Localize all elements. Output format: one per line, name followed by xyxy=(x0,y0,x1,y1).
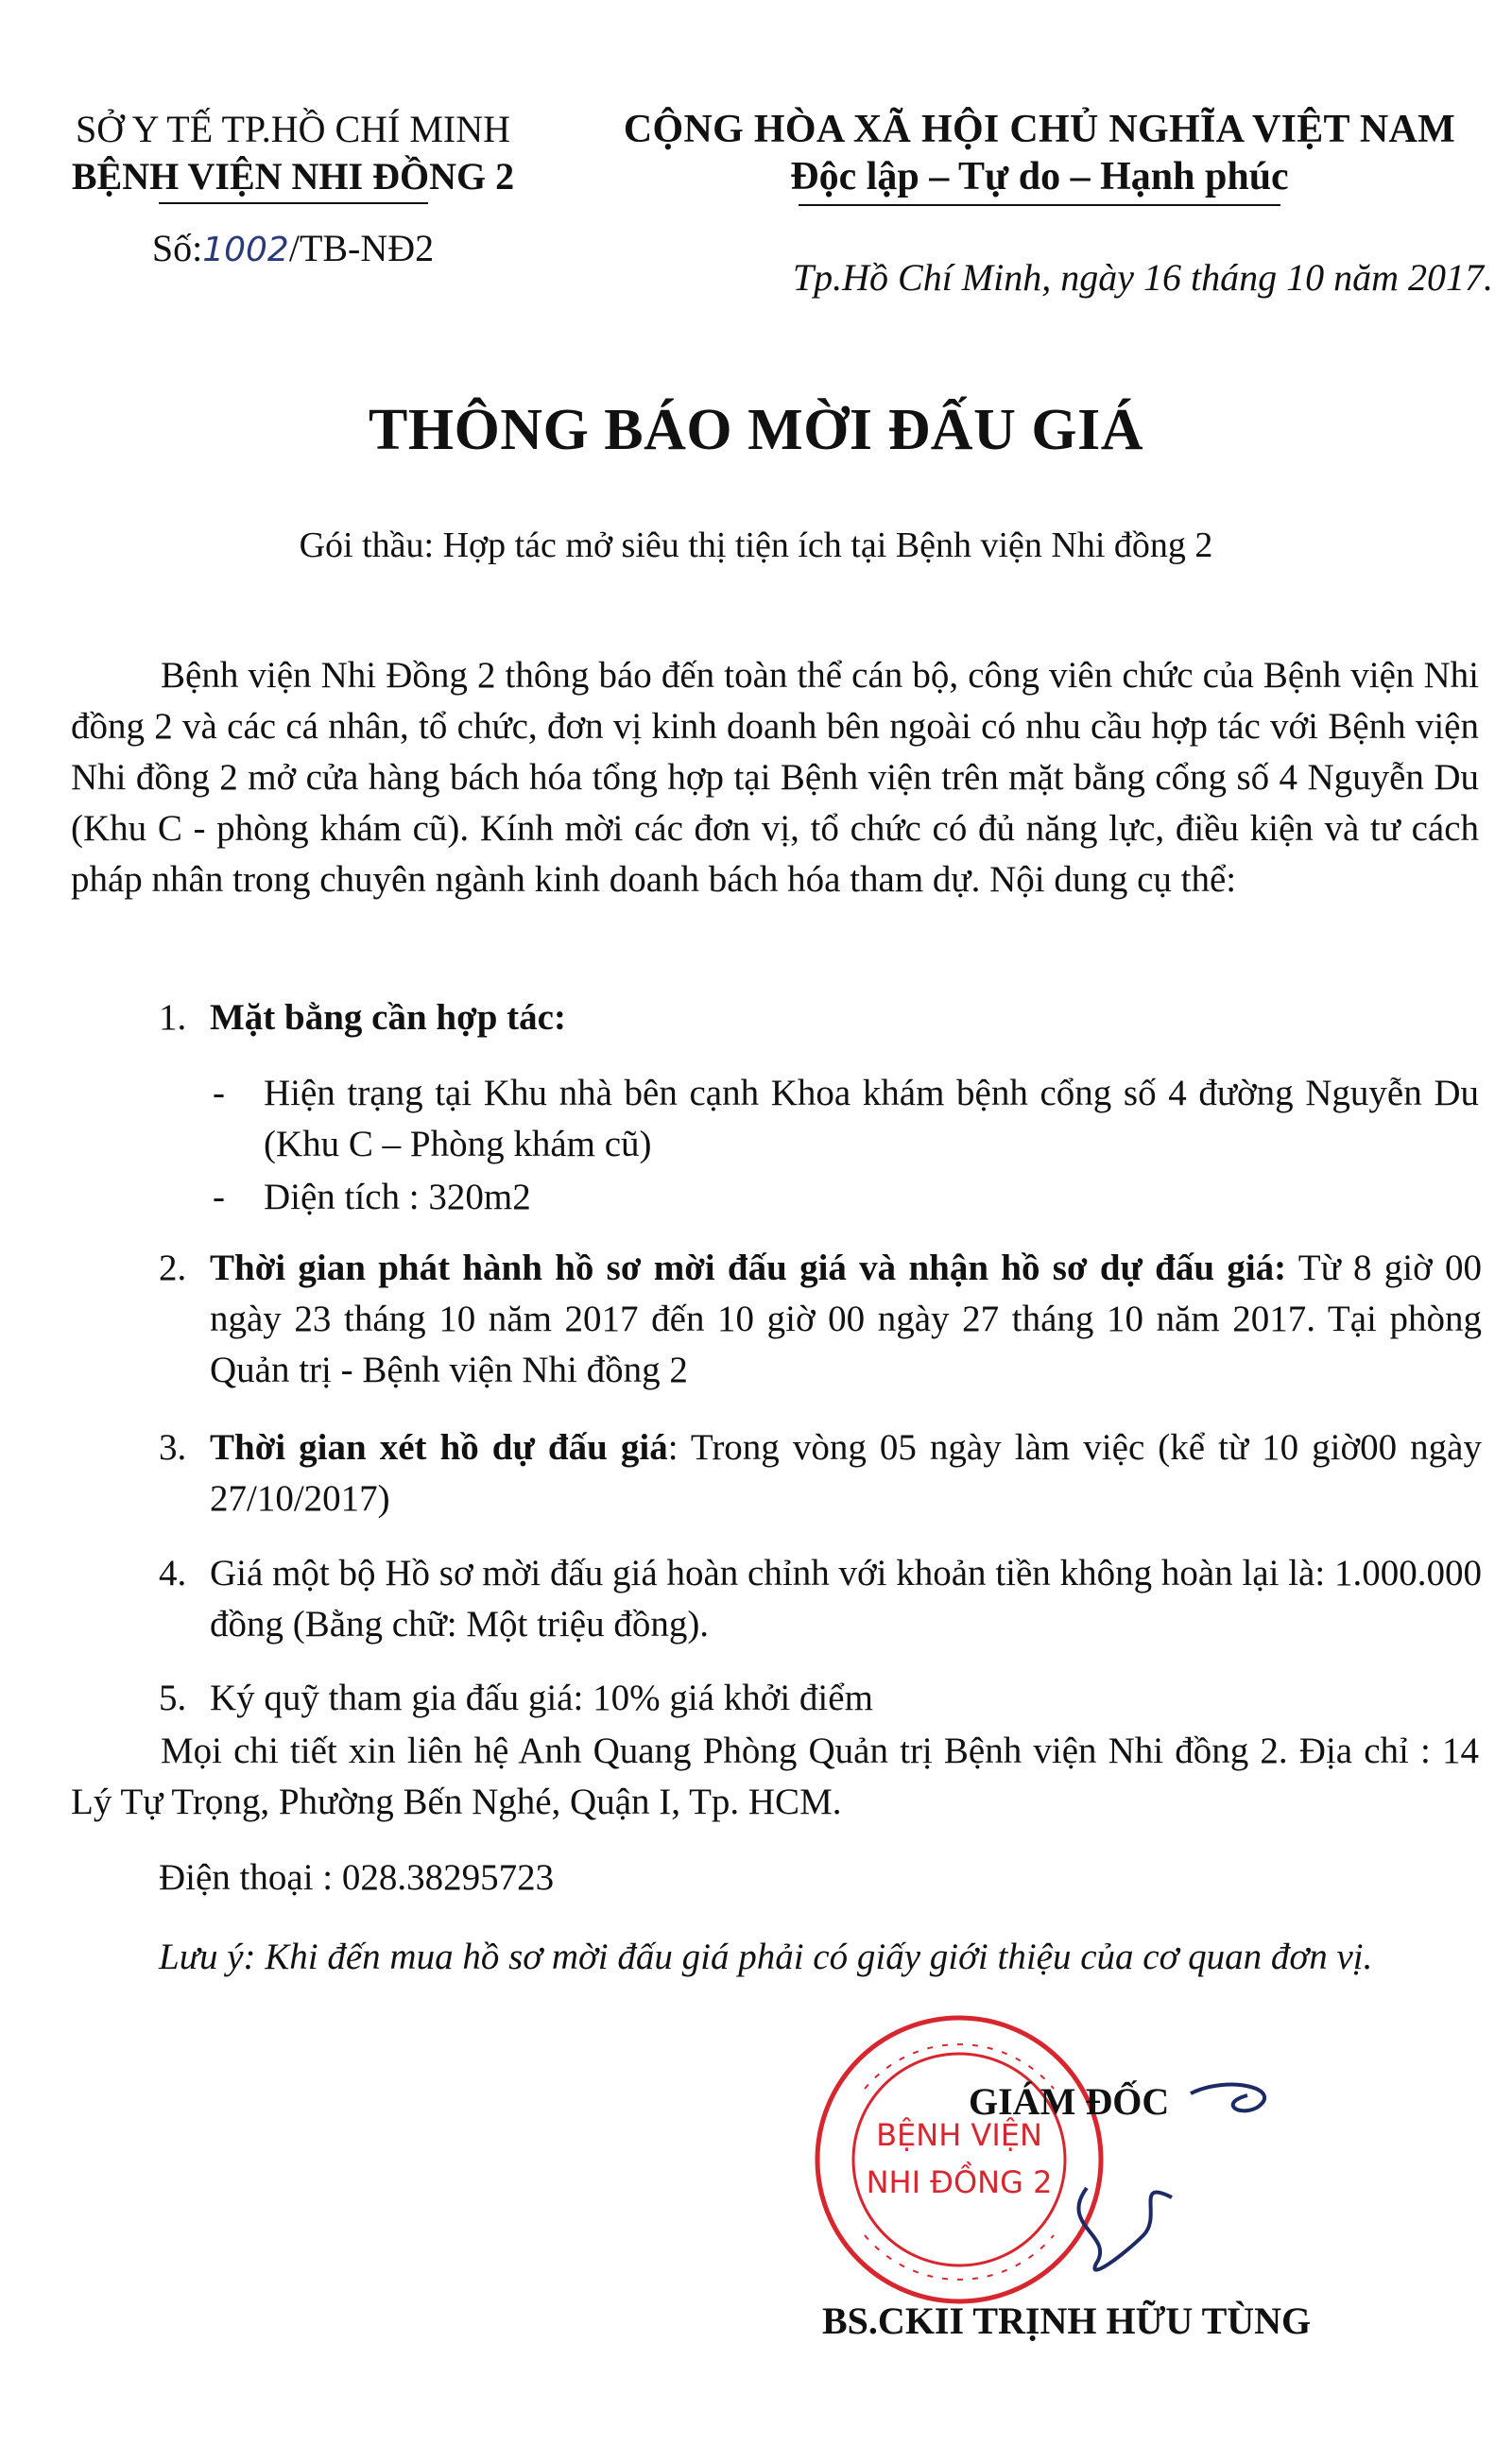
dash-marker: - xyxy=(213,1177,225,1217)
hospital-name: BỆNH VIỆN NHI ĐỒNG 2 xyxy=(71,155,515,198)
item-text: : Trong vòng 05 ngày làm việc (kể từ 10 giờ00 ngày 27/10/2017) xyxy=(210,1427,1482,1519)
signer-name: BS.CKII TRỊNH HỮU TÙNG xyxy=(822,2299,1312,2342)
intro-paragraph: Bệnh viện Nhi Đồng 2 thông báo đến toàn thể cán bộ, công viên chức của Bệnh viện Nhi đồng 2 và các cá nhân, tổ chức, đơn vị kinh doanh bên ngoài có nhu cầu hợp tác với Bệnh viện Nhi đồng 2 mở cửa hàng bách hóa tổng hợp tại Bệnh viện trên mặt bằng cổng số 4 Nguyễn Du (Khu C - phòng khám cũ). Kính mời các đơn vị, tổ chức có đủ năng lực, điều kiện và tư cách pháp nhân trong chuyên ngành kinh doanh bách hóa tham dự. Nội dung cụ thể: xyxy=(71,655,1479,900)
issue-date: Tp.Hồ Chí Minh, ngày 16 tháng 10 năm 2017. xyxy=(792,256,1493,299)
header-right-divider xyxy=(799,204,1280,206)
national-header xyxy=(586,106,1493,206)
list-item-4 xyxy=(159,1548,1482,1650)
sub-item-text: Diện tích : 320m2 xyxy=(264,1177,531,1217)
list-item-3 xyxy=(159,1422,1482,1524)
phone-line: Điện thoại : 028.38295723 xyxy=(159,1857,555,1898)
item-text: Giá một bộ Hồ sơ mời đấu giá hoàn chỉnh với khoản tiền không hoàn lại là: 1.000.000 đồng (Bằng chữ: Một triệu đồng). xyxy=(210,1553,1482,1645)
item-heading: Thời gian xét hồ dự đấu giá xyxy=(210,1427,668,1468)
agency-header xyxy=(28,106,558,274)
sub-item-1 xyxy=(213,1068,1479,1170)
item-text: Từ 8 giờ 00 ngày 23 tháng 10 năm 2017 đến 10 giờ 00 ngày 27 tháng 10 năm 2017. Tại phòng Quản trị - Bệnh viện Nhi đồng 2 xyxy=(210,1248,1482,1390)
sub-item-text: Hiện trạng tại Khu nhà bên cạnh Khoa khám bệnh cổng số 4 đường Nguyễn Du (Khu C – Phòng khám cũ) xyxy=(264,1073,1479,1164)
handwritten-number: 1002 xyxy=(202,231,289,269)
note-line: Lưu ý: Khi đến mua hồ sơ mời đấu giá phải có giấy giới thiệu của cơ quan đơn vị. xyxy=(159,1937,1373,1977)
sub-item-2 xyxy=(213,1172,1479,1223)
item-number: 1. xyxy=(159,997,187,1038)
item-text: Ký quỹ tham gia đấu giá: 10% giá khởi điểm xyxy=(210,1678,873,1718)
number-prefix: Số: xyxy=(151,227,203,269)
document-title: THÔNG BÁO MỜI ĐẤU GIÁ xyxy=(369,398,1143,462)
item-number: 4. xyxy=(159,1553,187,1593)
handwritten-signature xyxy=(1002,2037,1285,2301)
item-heading: Thời gian phát hành hồ sơ mời đấu giá và nhận hồ sơ dự đấu giá: xyxy=(210,1248,1287,1288)
stamp-line-2: NHI ĐỒNG 2 xyxy=(866,2164,1053,2200)
number-suffix: /TB-NĐ2 xyxy=(288,227,435,269)
list-item-1 xyxy=(159,992,1482,1043)
department-name: SỞ Y TẾ TP.HỒ CHÍ MINH xyxy=(75,108,511,150)
stamp-line-1: BỆNH VIỆN xyxy=(876,2117,1042,2153)
country-name: CỘNG HÒA XÃ HỘI CHỦ NGHĨA VIỆT NAM xyxy=(623,108,1456,151)
document-number xyxy=(28,225,558,274)
item-number: 3. xyxy=(159,1427,187,1468)
contact-paragraph: Mọi chi tiết xin liên hệ Anh Quang Phòng Quản trị Bệnh viện Nhi đồng 2. Địa chỉ : 14 Lý Tự Trọng, Phường Bến Nghé, Quận I, Tp. HCM. xyxy=(71,1731,1479,1822)
dash-marker: - xyxy=(213,1073,225,1113)
list-item-2 xyxy=(159,1243,1482,1396)
item-number: 5. xyxy=(159,1678,187,1718)
header-left-divider xyxy=(159,202,428,204)
national-motto: Độc lập – Tự do – Hạnh phúc xyxy=(790,155,1289,198)
signature-title: GIÁM ĐỐC xyxy=(969,2080,1170,2123)
package-subtitle: Gói thầu: Hợp tác mở siêu thị tiện ích tại Bệnh viện Nhi đồng 2 xyxy=(299,525,1213,565)
list-item-5 xyxy=(159,1673,1482,1724)
item-number: 2. xyxy=(159,1248,187,1288)
item-heading: Mặt bằng cần hợp tác: xyxy=(210,997,566,1038)
